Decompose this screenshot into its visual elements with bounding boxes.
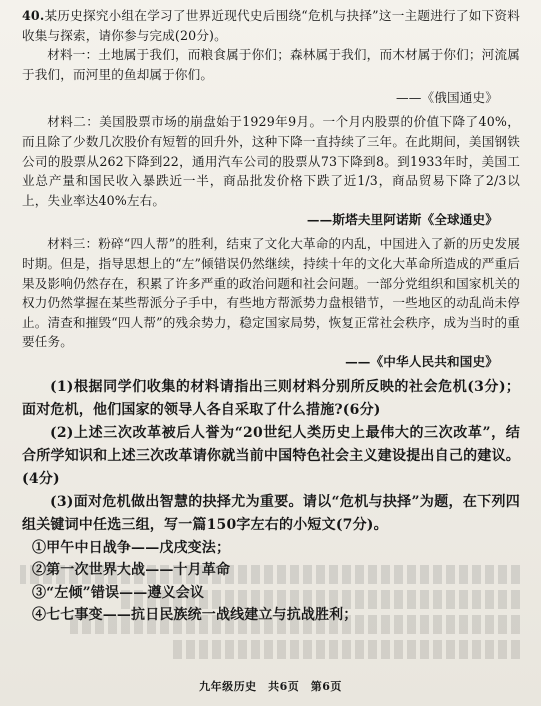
option-4: ④七七事变——抗日民族统一战线建立与抗战胜利； — [32, 607, 358, 624]
page-footer: 九年级历史 共6页 第6页 — [199, 680, 342, 693]
option-3: ③“左倾”错误——遵义会议 — [32, 584, 205, 601]
material-2-source: ——斯塔夫里阿诺斯《全球通史》 — [306, 212, 498, 228]
material-3-text: 材料三：粉碎“四人帮”的胜利，结束了文化大革命的内乱，中国进入了新的历史发展时期。但是，指导思想上的“左”倾错误仍然继续，持续十年的文化大革命所造成的严重后果及影响仍然存在，积累了许多严重的政治问题和社会问题。一部分党组织和国家机关的权力仍然掌握在某些帮派分子手中，有些地方帮派势力盘根错节，一些地区的动乱尚未停止。清查和摧毁“四人帮”的残余势力，稳定国家局势，恢复正常社会秩序，成为当时的重要任务。 — [22, 236, 520, 350]
material-3-source: ——《中华人民共和国史》 — [345, 353, 498, 369]
subquestion-1: (1)根据同学们收集的材料请指出三则材料分别所反映的社会危机(3分)；面对危机，他们国家的领导人各自采取了什么措施?(6分) — [22, 378, 520, 418]
option-1: ①甲午中日战争——戊戌变法； — [32, 539, 231, 556]
question-intro — [22, 6, 520, 45]
question-number: 40. — [22, 8, 45, 23]
material-1-source: ——《俄国通史》 — [396, 90, 498, 106]
subquestion-2: (2)上述三次改革被后人誉为“20世纪人类历史上最伟大的三次改革”，结合所学知识和上述三次改革请你就当前中国特色社会主义建设提出自己的建议。(4分) — [22, 424, 520, 487]
subquestion-3: (3)面对危机做出智慧的抉择尤为重要。请以“危机与抉择”为题，在下列四组关键词中任选三组，写一篇150字左右的小短文(7分)。 — [22, 493, 520, 533]
material-2-text: 材料二：美国股票市场的崩盘始于1929年9月。一个月内股票的价值下降了40%，而且除了少数几次股价有短暂的回升外，这种下降一直持续了三年。在此期间，美国钢铁公司的股票从262下降到22，通用汽车公司的股票从73下降到8。到1933年时，美国工业总产量和国民收入暴跌近一半，商品批发价格下跌了近1/3，商品贸易下降了2/3以上，失业率达40%左右。 — [22, 114, 520, 208]
option-2: ②第一次世界大战——十月革命 — [32, 562, 231, 579]
material-1-text: 材料一：土地属于我们，而粮食属于你们；森林属于我们，而木材属于你们；河流属于我们，而河里的鱼却属于你们。 — [22, 47, 520, 82]
question-40 — [22, 6, 520, 627]
question-intro-text: 某历史探究小组在学习了世界近现代史后围绕“危机与抉择”这一主题进行了如下资料收集与探索，请你参与完成(20分)。 — [22, 8, 520, 43]
